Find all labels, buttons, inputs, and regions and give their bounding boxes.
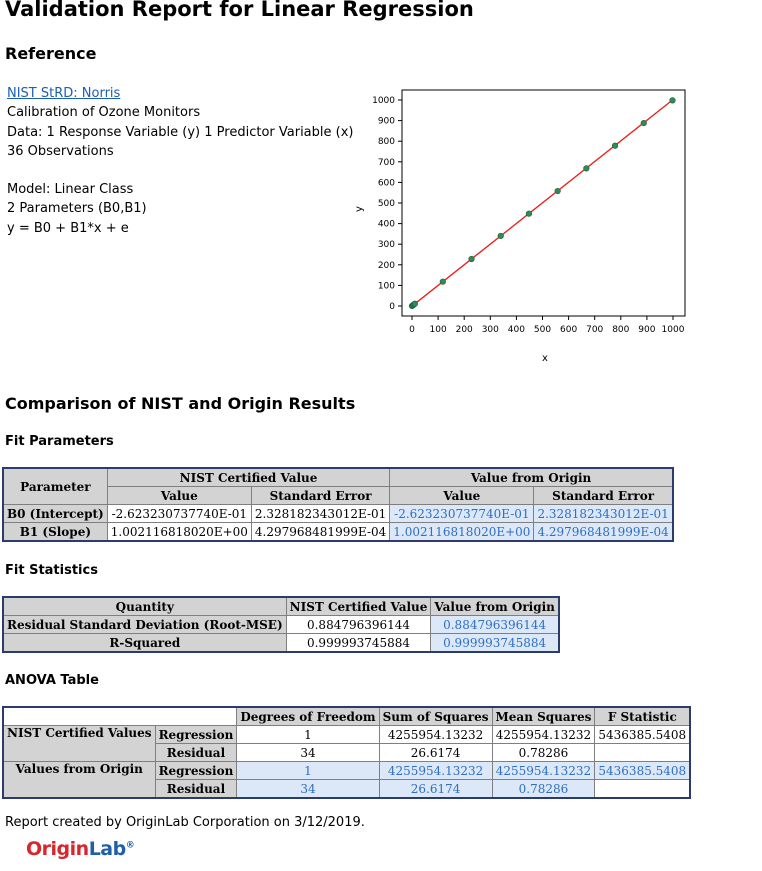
row-header: R-Squared bbox=[3, 634, 286, 653]
model-line: 2 Parameters (B0,B1) bbox=[7, 201, 147, 217]
originlab-logo bbox=[26, 838, 134, 860]
cell: 4.297968481999E-04 bbox=[534, 523, 673, 542]
group-nist: NIST Certified Values bbox=[3, 726, 155, 762]
fit-parameters-heading: Fit Parameters bbox=[5, 434, 114, 449]
col-origin-value: Value bbox=[390, 487, 534, 505]
report-footer: Report created by OriginLab Corporation on 3/12/2019. bbox=[5, 815, 365, 830]
col-nist-value: Value bbox=[107, 487, 251, 505]
cell: 4255954.13232 bbox=[379, 726, 492, 744]
y-tick-label: 500 bbox=[377, 199, 395, 209]
reference-line: Calibration of Ozone Monitors bbox=[7, 105, 201, 121]
row-header: Residual Standard Deviation (Root-MSE) bbox=[3, 616, 286, 634]
col-origin-se: Standard Error bbox=[534, 487, 673, 505]
reference-heading: Reference bbox=[5, 44, 97, 63]
y-tick-label: 1000 bbox=[372, 96, 395, 106]
cell: 4255954.13232 bbox=[492, 726, 595, 744]
logo-part-lab: Lab bbox=[88, 838, 126, 860]
cell: 0.78286 bbox=[492, 780, 595, 799]
fit-parameters-table bbox=[2, 467, 674, 542]
data-point bbox=[498, 233, 504, 239]
y-axis-label: y bbox=[354, 206, 365, 212]
reference-info bbox=[7, 84, 353, 238]
cell bbox=[595, 744, 690, 762]
nist-link[interactable]: NIST StRD: Norris bbox=[7, 86, 121, 101]
x-tick-label: 1000 bbox=[661, 325, 685, 335]
data-point bbox=[526, 211, 532, 217]
table-row bbox=[3, 634, 559, 653]
cell: 1 bbox=[237, 762, 379, 780]
x-tick-label: 100 bbox=[429, 325, 447, 335]
norris-scatter-chart bbox=[340, 84, 700, 374]
corner-cell bbox=[3, 707, 237, 726]
cell bbox=[595, 780, 690, 799]
cell: 0.78286 bbox=[492, 744, 595, 762]
col-df: Degrees of Freedom bbox=[237, 707, 379, 726]
fit-statistics-table bbox=[2, 596, 560, 653]
x-tick-label: 400 bbox=[507, 325, 525, 335]
anova-heading: ANOVA Table bbox=[5, 673, 99, 688]
cell: 1.002116818020E+00 bbox=[390, 523, 534, 542]
data-point bbox=[412, 301, 418, 307]
table-row bbox=[3, 762, 690, 780]
cell: 2.328182343012E-01 bbox=[534, 505, 673, 523]
col-nist-certified: NIST Certified Value bbox=[286, 597, 431, 616]
col-ms: Mean Squares bbox=[492, 707, 595, 726]
y-tick-label: 900 bbox=[377, 116, 395, 127]
x-tick-label: 900 bbox=[638, 325, 656, 335]
x-axis bbox=[409, 316, 685, 335]
cell: 2.328182343012E-01 bbox=[251, 505, 389, 523]
table-row bbox=[3, 726, 690, 744]
table-row bbox=[3, 616, 559, 634]
x-tick-label: 800 bbox=[612, 325, 630, 335]
row-header: B0 (Intercept) bbox=[3, 505, 107, 523]
x-tick-label: 300 bbox=[481, 325, 499, 335]
anova-table bbox=[2, 706, 691, 799]
y-tick-label: 400 bbox=[377, 219, 395, 230]
col-nist-certified: NIST Certified Value bbox=[107, 468, 390, 487]
x-tick-label: 0 bbox=[409, 325, 415, 335]
comparison-heading: Comparison of NIST and Origin Results bbox=[5, 394, 356, 413]
x-tick-label: 500 bbox=[533, 325, 552, 335]
cell: -2.623230737740E-01 bbox=[107, 505, 251, 523]
row-header: Regression bbox=[155, 726, 237, 744]
y-tick-label: 600 bbox=[377, 178, 395, 189]
data-point bbox=[612, 143, 618, 149]
cell: 5436385.5408 bbox=[595, 762, 690, 780]
data-point bbox=[670, 98, 676, 104]
y-tick-label: 800 bbox=[377, 137, 395, 148]
data-point bbox=[584, 166, 590, 172]
cell: 34 bbox=[237, 744, 379, 762]
col-nist-se: Standard Error bbox=[251, 487, 389, 505]
y-tick-label: 300 bbox=[377, 240, 395, 251]
group-origin: Values from Origin bbox=[3, 762, 155, 799]
y-axis bbox=[372, 96, 402, 312]
y-tick-label: 700 bbox=[377, 157, 395, 168]
cell: 4255954.13232 bbox=[492, 762, 595, 780]
col-origin: Value from Origin bbox=[390, 468, 673, 487]
row-header: Residual bbox=[155, 780, 237, 799]
table-row bbox=[3, 523, 673, 542]
model-line: y = B0 + B1*x + e bbox=[7, 220, 129, 236]
cell: 0.884796396144 bbox=[431, 616, 559, 634]
row-header: Regression bbox=[155, 762, 237, 780]
cell: 0.999993745884 bbox=[286, 634, 431, 653]
cell: 5436385.5408 bbox=[595, 726, 690, 744]
reference-line: 36 Observations bbox=[7, 143, 114, 159]
col-parameter: Parameter bbox=[3, 468, 107, 505]
x-axis-label: x bbox=[542, 353, 548, 364]
fit-statistics-heading: Fit Statistics bbox=[5, 563, 98, 578]
model-line: Model: Linear Class bbox=[7, 182, 134, 198]
logo-registered-mark: ® bbox=[125, 840, 135, 851]
data-point bbox=[641, 120, 647, 126]
col-quantity: Quantity bbox=[3, 597, 286, 616]
y-tick-label: 0 bbox=[389, 302, 395, 312]
data-point bbox=[440, 279, 446, 285]
cell: 0.999993745884 bbox=[431, 634, 559, 653]
col-origin: Value from Origin bbox=[431, 597, 559, 616]
y-tick-label: 100 bbox=[377, 281, 395, 292]
y-tick-label: 200 bbox=[377, 260, 395, 271]
cell: 1.002116818020E+00 bbox=[107, 523, 251, 542]
col-ss: Sum of Squares bbox=[379, 707, 492, 726]
x-tick-label: 200 bbox=[455, 325, 473, 335]
cell: 0.884796396144 bbox=[286, 616, 431, 634]
data-point bbox=[469, 256, 475, 262]
x-tick-label: 700 bbox=[586, 325, 604, 335]
cell: 4.297968481999E-04 bbox=[251, 523, 389, 542]
cell: 1 bbox=[237, 726, 379, 744]
cell: 4255954.13232 bbox=[379, 762, 492, 780]
cell: 26.6174 bbox=[379, 744, 492, 762]
row-header: Residual bbox=[155, 744, 237, 762]
table-row bbox=[3, 505, 673, 523]
data-point bbox=[555, 188, 561, 194]
row-header: B1 (Slope) bbox=[3, 523, 107, 542]
logo-part-origin: Origin bbox=[26, 838, 89, 860]
x-tick-label: 600 bbox=[560, 325, 578, 335]
cell: 34 bbox=[237, 780, 379, 799]
report-title: Validation Report for Linear Regression bbox=[5, 0, 474, 21]
reference-line: Data: 1 Response Variable (y) 1 Predictor Variable (x) bbox=[7, 124, 354, 140]
col-f: F Statistic bbox=[595, 707, 690, 726]
cell: 26.6174 bbox=[379, 780, 492, 799]
cell: -2.623230737740E-01 bbox=[390, 505, 534, 523]
